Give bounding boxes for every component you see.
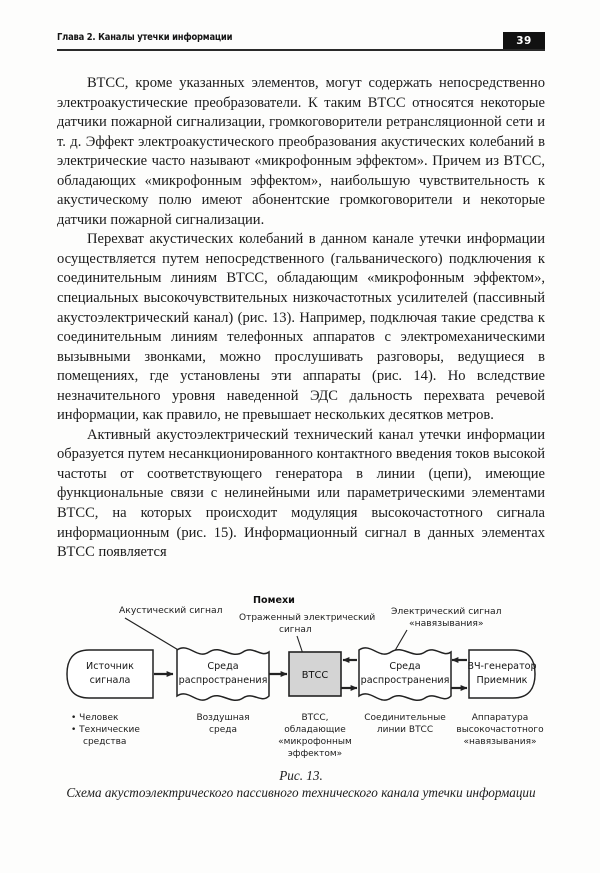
paragraph: ВТСС, кроме указанных элементов, могут содержать непосредственно электроакустические преобразователи. К таким ВТСС относятся некоторые датчики пожарной сигнализации, громкоговорители ретрансляционной сети и т. д. Эффект электроакустического преобразования акустических колебаний в электрические часто называют «микрофонным эффектом». Причем из ВТСС, обладающих «микрофонным эффектом», наибольшую чувствительность к акустическому полю имеют абонентские громкоговорители и некоторые датчики пожарной сигнализации. xyxy=(57,75,545,228)
under-label-equipment-line3: «навязывания» xyxy=(463,737,537,747)
running-title: Глава 2. Каналы утечки информации xyxy=(57,31,233,43)
figure-caption xyxy=(57,768,545,801)
figure-caption-text: Схема акустоэлектрического пассивного технического канала утечки информации xyxy=(66,784,536,800)
node-generator-line1: ВЧ-генератор xyxy=(467,661,537,672)
node-source-line1: Источник xyxy=(86,661,134,672)
node-air-medium-line2: распространения xyxy=(178,675,268,686)
node-vtss-label: ВТСС xyxy=(301,670,329,681)
under-label-vtss-line4: эффектом» xyxy=(287,749,343,759)
annotation-reflected-line2: сигнал xyxy=(279,625,312,635)
paragraph: Перехват акустических колебаний в данном канале утечки информации осуществляется путем непосредственного (гальванического) подключения к соединительным линиям ВТСС, обладающим «микрофонным эффектом», специальных высокочувствительных низкочастотных усилителей (пассивный акустоэлектрический канал) (рис. 13). Например, подключая такие средства к соединительным линиям телефонных аппаратов с электромеханическими вызывными звонками, можно прослушивать разговоры, ведущиеся в помещениях, где установлены эти аппараты (рис. 14). Но вследствие незначительного уровня наведенной ЭДС дальность перехвата речевой информации, как правило, не превышает нескольких десятков метров. xyxy=(57,231,545,424)
under-label-vtss-line3: «микрофонным xyxy=(278,737,352,747)
under-label-source-line1: • Человек xyxy=(71,713,119,723)
annotation-electric-signal-line2: «навязывания» xyxy=(409,618,484,629)
node-generator-shape xyxy=(469,650,535,698)
node-lines-medium-line1: Среда xyxy=(389,661,421,672)
node-air-medium-line1: Среда xyxy=(207,661,239,672)
node-lines-medium-line2: распространения xyxy=(360,675,450,686)
node-source-shape xyxy=(67,650,153,698)
node-source-line2: сигнала xyxy=(89,675,131,686)
figure-diagram xyxy=(57,588,545,778)
page-number-box xyxy=(503,32,545,49)
annotation-acoustic-signal: Акустический сигнал xyxy=(119,605,223,616)
under-label-vtss-line2: обладающие xyxy=(284,725,346,735)
body-text xyxy=(57,74,545,563)
under-label-equipment-line1: Аппаратура xyxy=(471,713,529,723)
paragraph: Активный акустоэлектрический технический канал утечки информации образуется путем несанкционированного контактного введения токов высокой частоты от соответствующего генератора в линии (цепи), имеющие функциональные связи с нелинейными или параметрическими элементами ВТСС, на которых происходит модуляция высокочастотного сигнала информационным (рис. 15). Информационный сигнал в данных элементах ВТСС появляется xyxy=(57,426,545,561)
leader-line-acoustic xyxy=(125,618,185,654)
header-rule xyxy=(57,49,545,51)
page-number: 39 xyxy=(516,34,532,47)
under-label-equipment-line2: высокочастотного xyxy=(456,725,544,735)
under-label-lines-line1: Соединительные xyxy=(364,713,446,723)
annotation-interference: Помехи xyxy=(253,595,295,606)
annotation-reflected-line1: Отраженный электрический xyxy=(239,613,376,623)
annotation-electric-signal-line1: Электрический сигнал xyxy=(391,606,502,617)
node-generator-line2: Приемник xyxy=(476,675,528,686)
under-label-vtss-line1: ВТСС, xyxy=(301,713,329,723)
page-header xyxy=(57,30,545,56)
under-label-source-line3: средства xyxy=(83,737,127,747)
under-label-lines-line2: линии ВТСС xyxy=(376,725,434,735)
under-label-air-line2: среда xyxy=(209,725,237,735)
figure-caption-number: Рис. 13. xyxy=(279,768,323,783)
under-label-air-line1: Воздушная xyxy=(196,713,250,723)
under-label-source-line2: • Технические xyxy=(71,725,140,735)
